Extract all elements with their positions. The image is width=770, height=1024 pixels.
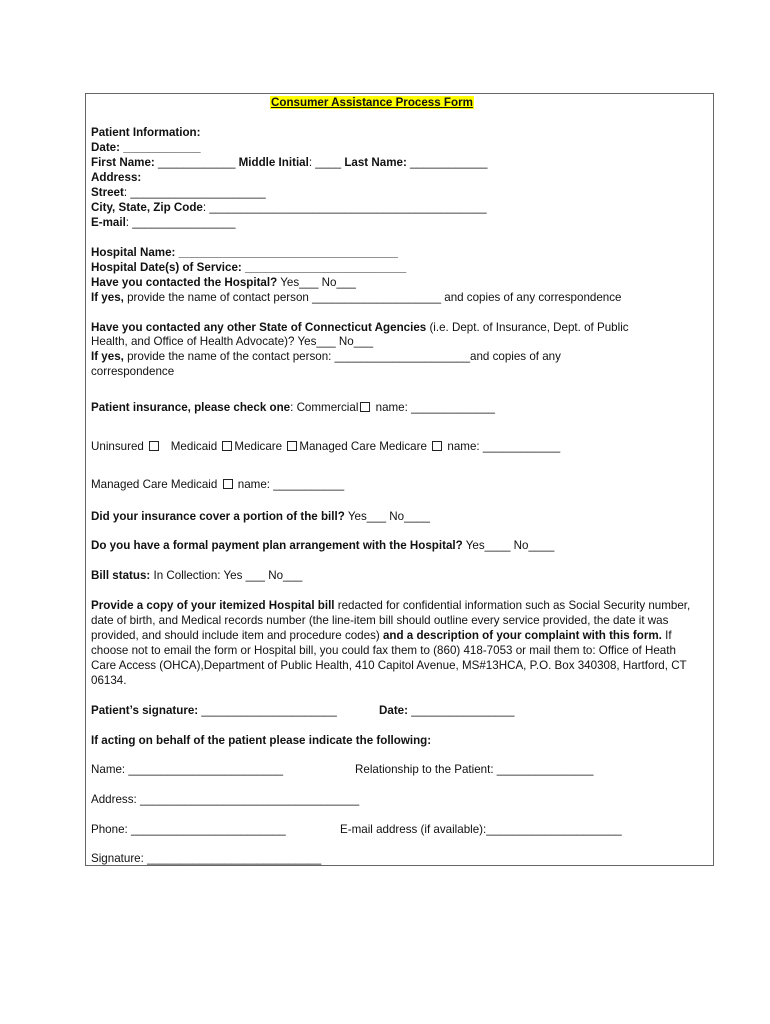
- medicaid-checkbox[interactable]: [222, 441, 232, 451]
- insurance-options-row: Uninsured Medicaid Medicare Managed Care Medicare name: ____________: [91, 440, 561, 453]
- commercial-checkbox[interactable]: [360, 402, 370, 412]
- agencies-contact-person-field[interactable]: If yes, provide the name of the contact person: _____________________and copies of any: [91, 350, 561, 363]
- hospital-dates-field[interactable]: Hospital Date(s) of Service: _________________________: [91, 261, 407, 274]
- managed-care-medicare-checkbox[interactable]: [432, 441, 442, 451]
- agencies-question[interactable]: Have you contacted any other State of Connecticut Agencies (i.e. Dept. of Insurance, Dept. of Public: [91, 321, 629, 334]
- name-fields[interactable]: First Name: ____________ Middle Initial: ____ Last Name: ____________: [91, 156, 488, 169]
- insurance-question: Patient insurance, please check one: Commercial name: _____________: [91, 401, 495, 414]
- behalf-address-field[interactable]: Address: __________________________________: [91, 793, 360, 806]
- behalf-name-field[interactable]: Name: ________________________: [91, 763, 284, 776]
- patient-signature-field[interactable]: Patient’s signature: _____________________: [91, 704, 337, 717]
- bill-status-field[interactable]: Bill status: In Collection: Yes ___ No___: [91, 569, 303, 582]
- behalf-phone-field[interactable]: Phone: ________________________: [91, 823, 286, 836]
- hospital-name-field[interactable]: Hospital Name: __________________________________: [91, 246, 398, 259]
- signature-date-field[interactable]: Date: ________________: [379, 704, 515, 717]
- relationship-field[interactable]: Relationship to the Patient: _______________: [355, 763, 594, 776]
- address-label: Address:: [91, 171, 142, 184]
- behalf-signature-field[interactable]: Signature: ___________________________: [91, 852, 322, 865]
- email-field[interactable]: E-mail: ________________: [91, 216, 236, 229]
- hospital-contacted-question[interactable]: Have you contacted the Hospital? Yes___ No___: [91, 276, 356, 289]
- form-title: Consumer Assistance Process Form: [271, 96, 473, 109]
- date-field[interactable]: Date: ____________: [91, 141, 201, 154]
- behalf-heading: If acting on behalf of the patient please indicate the following:: [91, 734, 432, 747]
- insurance-cover-question[interactable]: Did your insurance cover a portion of the bill? Yes___ No____: [91, 510, 430, 523]
- payment-plan-question[interactable]: Do you have a formal payment plan arrangement with the Hospital? Yes____ No____: [91, 539, 555, 552]
- bill-instructions: Provide a copy of your itemized Hospital bill redacted for confidential information such as Social Security number, date of birth, and Medical records number (the line-item bill should outline every service provided, the date it was provided, and should include item and procedure codes) and a description of your complaint with this form. If choose not to email the form or Hospital bill, you could fax them to (860) 418-7053 or mail them to: Office of Heath Care Access (OHCA),Department of Public Health, 410 Capitol Avenue, MS#13HCA, P.O. Box 340308, Hartford, CT 06134.: [91, 599, 691, 687]
- uninsured-checkbox[interactable]: [149, 441, 159, 451]
- street-field[interactable]: Street: _____________________: [91, 186, 266, 199]
- agencies-question-line2[interactable]: Health, and Office of Health Advocate)? Yes___ No___: [91, 335, 374, 348]
- hospital-contact-person-field[interactable]: If yes, provide the name of contact person ____________________ and copies of any correspondence: [91, 291, 622, 304]
- agencies-correspondence-line: correspondence: [91, 365, 175, 378]
- patient-info-heading: Patient Information:: [91, 126, 201, 139]
- medicare-checkbox[interactable]: [287, 441, 297, 451]
- city-state-zip-field[interactable]: City, State, Zip Code: ___________________________________________: [91, 201, 487, 214]
- managed-care-medicaid-row: Managed Care Medicaid name: ___________: [91, 478, 345, 491]
- behalf-email-field[interactable]: E-mail address (if available):_____________________: [340, 823, 622, 836]
- managed-care-medicaid-checkbox[interactable]: [223, 479, 233, 489]
